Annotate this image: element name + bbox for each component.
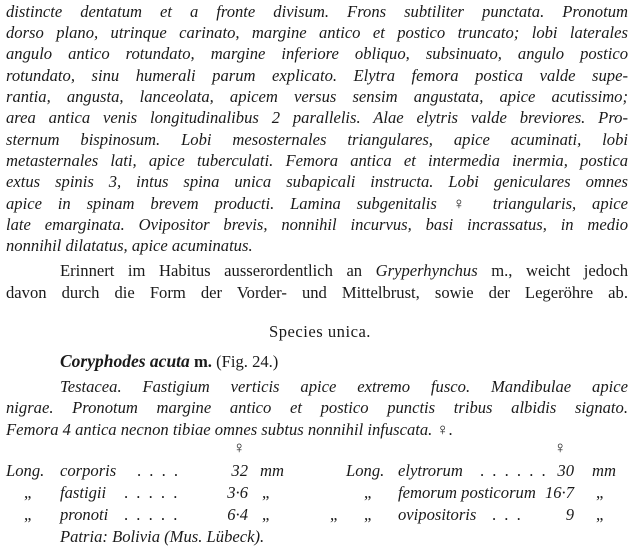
measure-label: corporis — [60, 461, 117, 480]
measure-value: 9 — [565, 505, 574, 524]
measure-unit: „ — [262, 505, 270, 524]
measure-value: 30 — [557, 461, 574, 480]
diagnosis-line: nigrae. Pronotum margine antico et postico punctis tribus albidis signato. — [6, 398, 628, 417]
measure-unit: „ — [262, 483, 270, 502]
measure-label: elytrorum — [398, 461, 463, 480]
measure-unit: mm — [260, 461, 284, 480]
description-line: metasternales lati, apice tuberculati. Femora antica et intermedia inermia, postica — [6, 151, 628, 170]
measure-unit: „ — [596, 483, 604, 502]
measure-label: ovipositoris — [398, 505, 477, 524]
measure-value: 6·4 — [227, 505, 248, 524]
description-line: angulo antico rotundato, margine inferiore obliquo, subsinuato, angulo postico — [6, 44, 628, 63]
description-line: rantia, angusta, lanceolata, apicem versus sensim angustata, apice acutissimo; — [6, 87, 628, 106]
measure-dots: . . . . . — [124, 505, 180, 524]
measure-dots: . . . . . . — [480, 461, 548, 480]
remark-line — [60, 261, 628, 281]
species-heading: Species unica. — [269, 322, 371, 341]
measure-dots: . . . . . — [124, 483, 180, 502]
description-line: nonnihil dilatatus, apice acuminatus. — [6, 236, 253, 255]
measure-label: femorum posticorum — [398, 483, 536, 502]
measure-value: 16·7 — [544, 483, 574, 502]
diagnosis-line: Femora 4 antica necnon tibiae omnes subtus nonnihil infuscata. ♀. — [6, 420, 454, 439]
measure-prefix: „ — [364, 505, 372, 524]
description-line: extus spinis 3, intus spina unica subapicali instructa. Lobi geniculares omnes — [6, 172, 628, 191]
description-line: late emarginata. Ovipositor brevis, nonnihil incurvus, basi incrassatus, in medio — [6, 215, 628, 234]
measure-prefix: „ — [364, 483, 372, 502]
column-separator: „ — [330, 505, 338, 524]
species-author: m. — [193, 352, 212, 371]
sex-symbol: ♀ — [554, 438, 567, 457]
diagnosis-line: Testacea. Fastigium verticis apice extremo fusco. Mandibulae apice — [60, 377, 628, 396]
measure-prefix: „ — [24, 505, 32, 524]
measure-value: 3·6 — [227, 483, 248, 502]
remark-text: m., weicht jedoch — [477, 261, 628, 280]
description-line: apice in spinam brevem producti. Lamina subgenitalis ♀ triangularis, apice — [6, 194, 628, 213]
description-line: area antica venis longitudinalibus 2 parallelis. Alae elytris valde breviores. Pro- — [6, 108, 628, 127]
measure-label: fastigii — [60, 483, 107, 502]
measure-unit: mm — [592, 461, 616, 480]
description-line: rotundato, sinu humerali parum explicato. Elytra femora postica valde supe- — [6, 66, 628, 85]
description-line: sternum bispinosum. Lobi mesosternales triangulares, apice acuminati, lobi — [6, 130, 628, 149]
figure-ref: (Fig. 24.) — [216, 352, 279, 371]
measure-value: 32 — [231, 461, 248, 480]
measure-prefix: Long. — [346, 461, 385, 480]
measure-dots: . . . — [492, 505, 523, 524]
patria: Patria: Bolivia (Mus. Lübeck). — [60, 527, 265, 546]
genus-name: Gryperhynchus — [375, 261, 478, 280]
remark-text: Erinnert im Habitus ausserordentlich an — [60, 261, 376, 280]
sex-symbol: ♀ — [233, 438, 246, 457]
measure-prefix: „ — [24, 483, 32, 502]
measure-prefix: Long. — [6, 461, 45, 480]
measure-unit: „ — [596, 505, 604, 524]
description-line: dorso plano, utrinque carinato, margine antico et postico truncato; lobi laterales — [6, 23, 628, 42]
description-line: distincte dentatum et a fronte divisum. Frons subtiliter punctata. Pronotum — [6, 2, 628, 21]
species-title — [60, 351, 278, 372]
species-name: Coryphodes acuta — [60, 351, 190, 371]
measure-dots: . . . . — [137, 461, 181, 480]
remark-line: davon durch die Form der Vorder- und Mittelbrust, sowie der Legeröhre ab. — [6, 283, 628, 302]
measure-label: pronoti — [60, 505, 109, 524]
